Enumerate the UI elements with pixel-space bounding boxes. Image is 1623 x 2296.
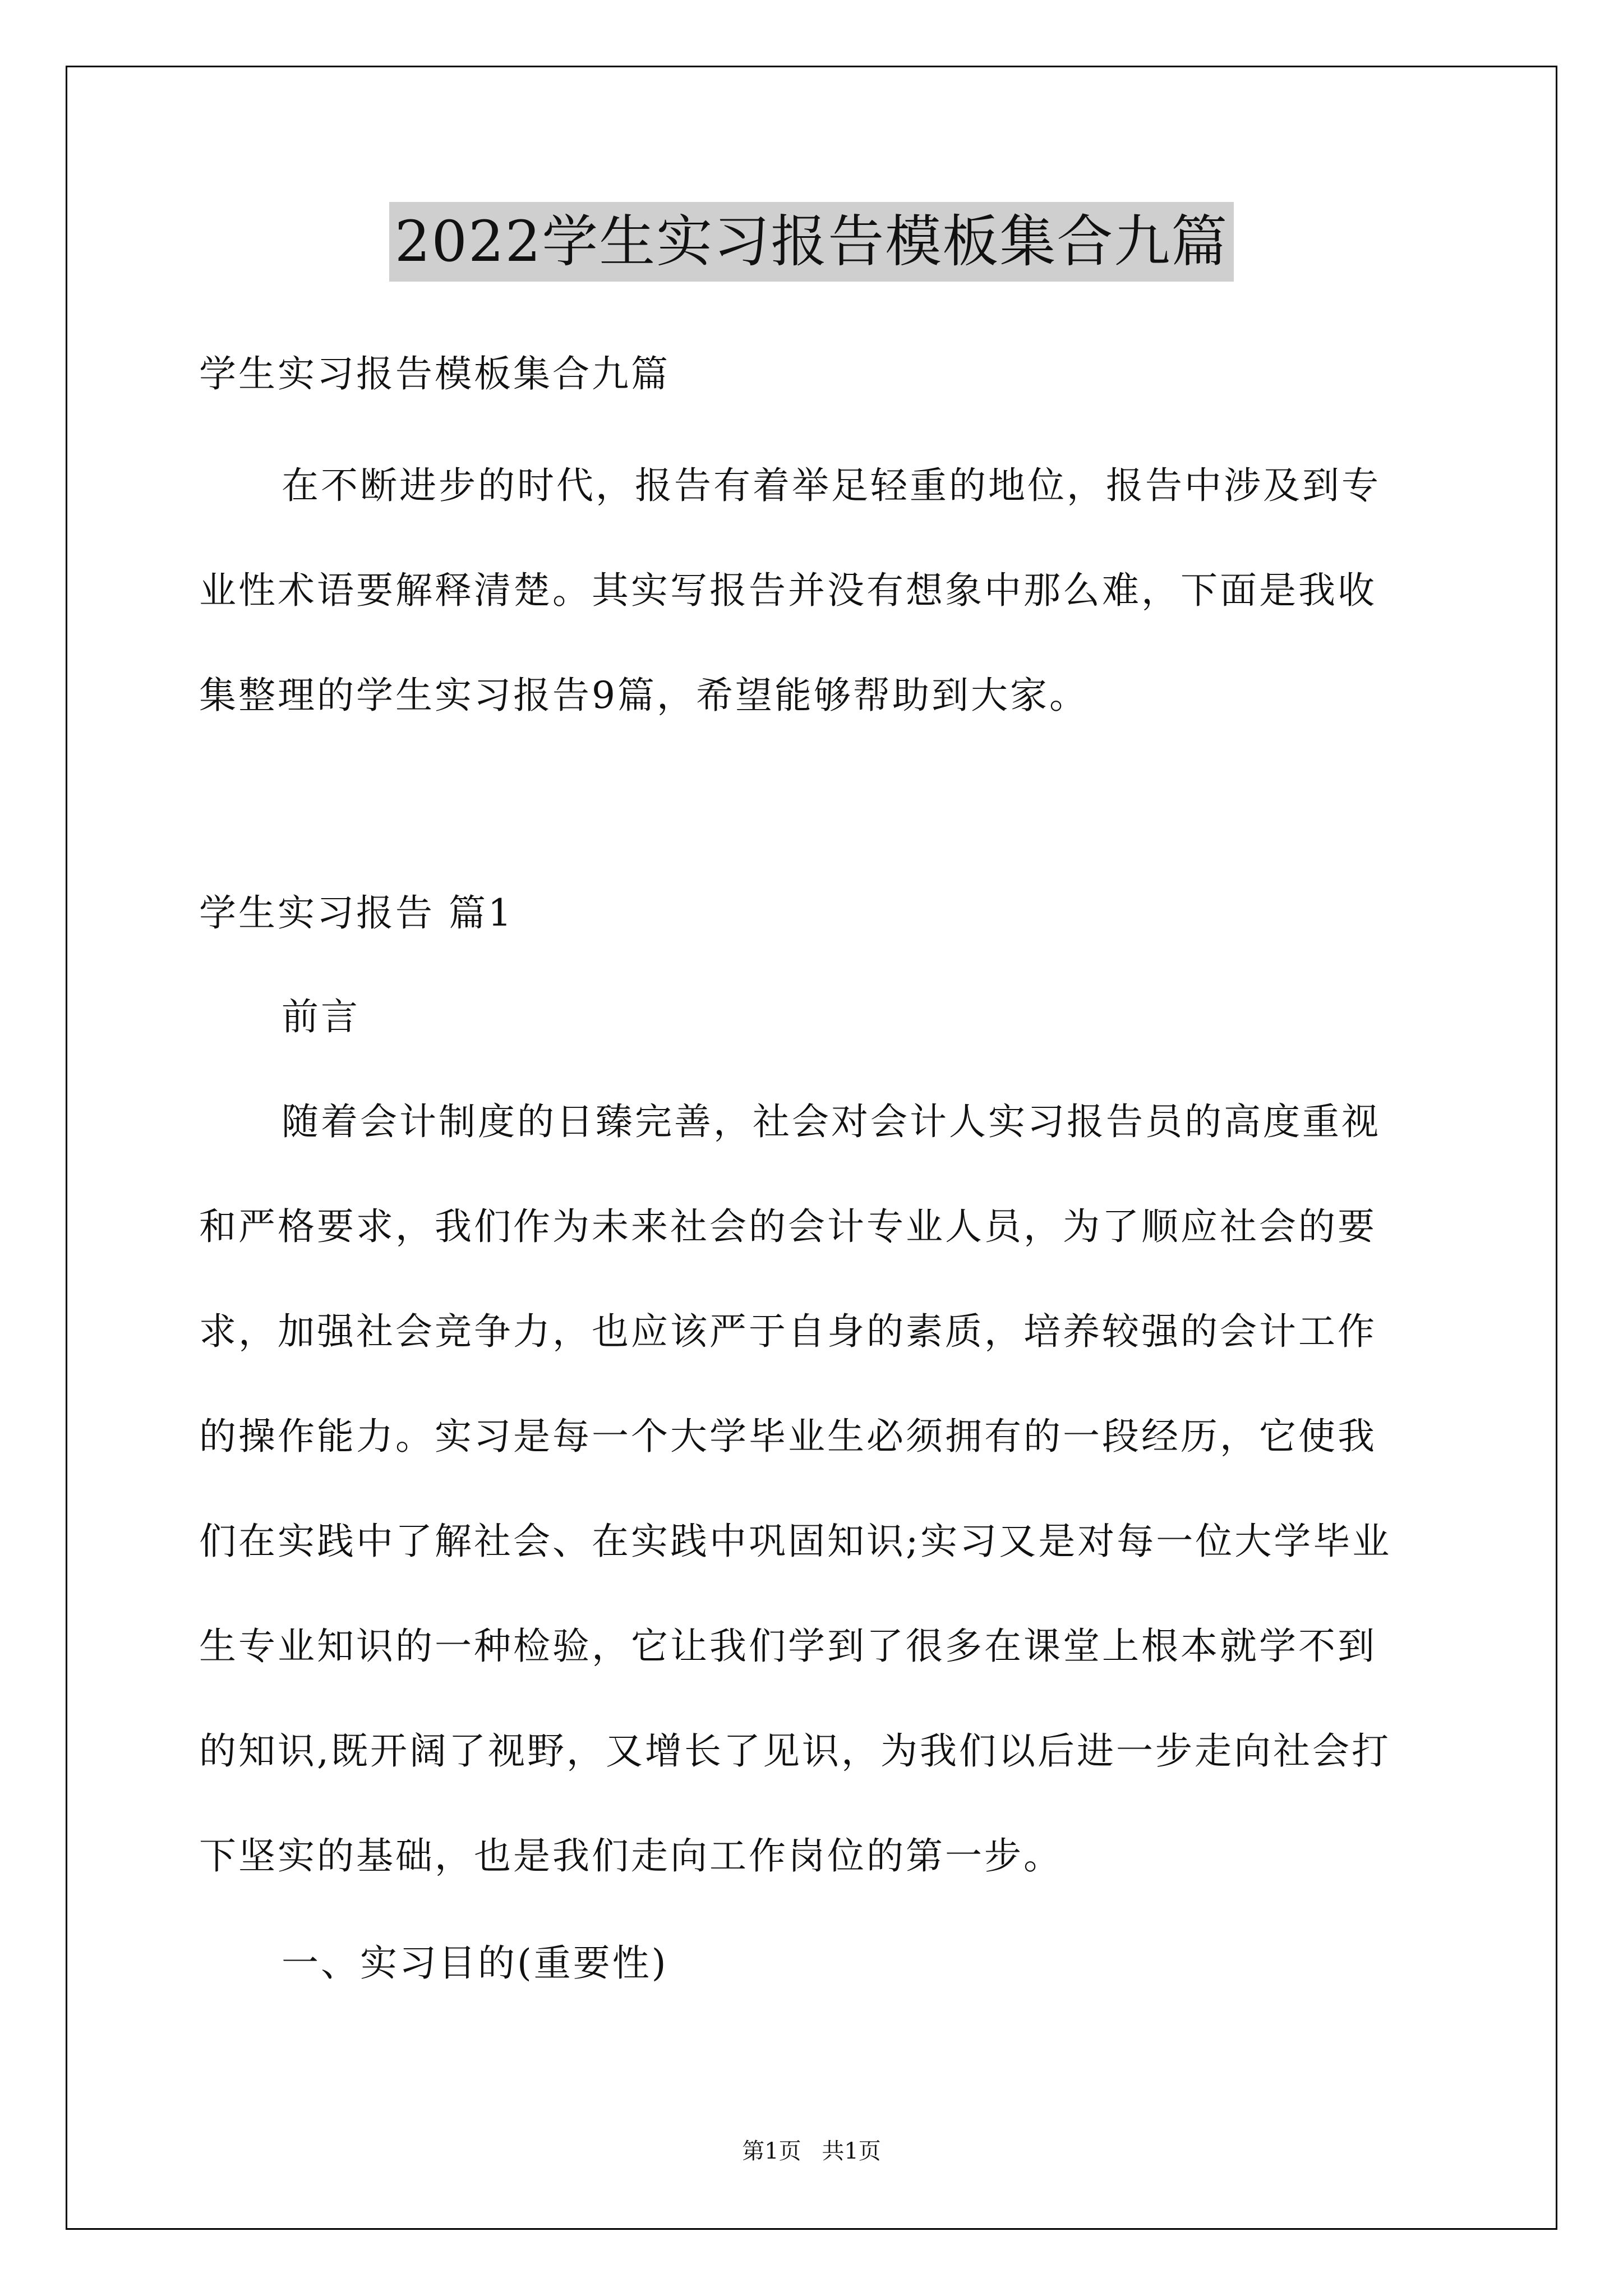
body-line-5: 们在实践中了解社会、在实践中巩固知识;实习又是对每一位大学毕业 <box>199 1520 1392 1563</box>
section-heading: 学生实习报告 篇1 <box>199 891 514 935</box>
body-line-2: 和严格要求，我们作为未来社会的会计专业人员，为了顺应社会的要 <box>199 1205 1377 1248</box>
body-line-1: 随着会计制度的日臻完善，社会对会计人实习报告员的高度重视 <box>282 1100 1381 1143</box>
intro-line-1: 在不断进步的时代，报告有着举足轻重的地位，报告中涉及到专 <box>282 464 1381 507</box>
document-subtitle: 学生实习报告模板集合九篇 <box>199 352 670 395</box>
body-line-4: 的操作能力。实习是每一个大学毕业生必须拥有的一段经历，它使我 <box>199 1415 1377 1458</box>
document-title: 2022学生实习报告模板集合九篇 <box>389 202 1234 282</box>
body-line-6: 生专业知识的一种检验，它让我们学到了很多在课堂上根本就学不到 <box>199 1625 1377 1668</box>
body-line-3: 求，加强社会竞争力，也应该严于自身的素质，培养较强的会计工作 <box>199 1310 1377 1353</box>
intro-line-2: 业性术语要解释清楚。其实写报告并没有想象中那么难，下面是我收 <box>199 569 1377 612</box>
intro-line-3: 集整理的学生实习报告9篇，希望能够帮助到大家。 <box>199 674 1089 717</box>
preface-label: 前言 <box>282 995 360 1038</box>
subsection-heading: 一、实习目的(重要性) <box>282 1941 668 1985</box>
page-footer: 第1页 共1页 <box>742 2138 881 2164</box>
body-line-7: 的知识,既开阔了视野，又增长了见识，为我们以后进一步走向社会打 <box>199 1729 1391 1773</box>
body-line-8: 下坚实的基础，也是我们走向工作岗位的第一步。 <box>199 1834 1063 1878</box>
title-container <box>0 202 1623 282</box>
